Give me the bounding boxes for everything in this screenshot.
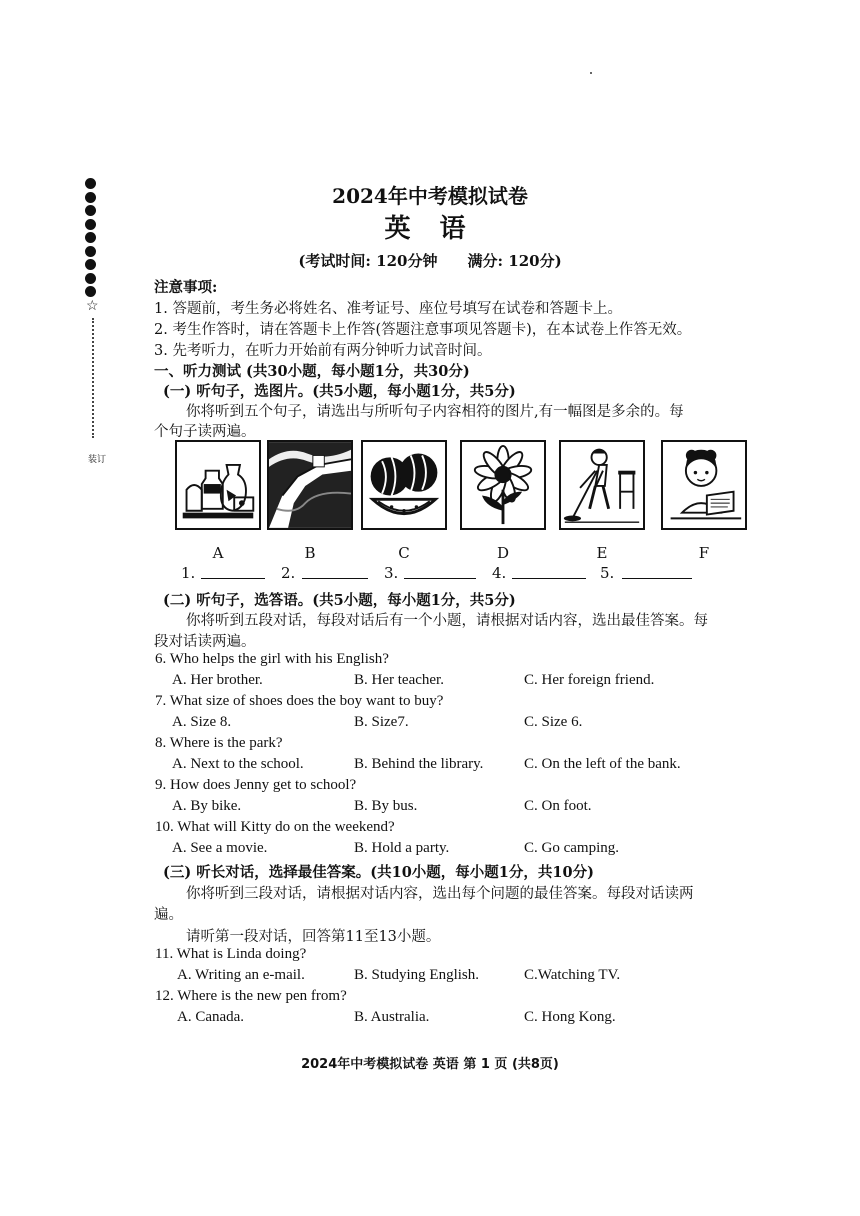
picture-b bbox=[267, 440, 353, 530]
section1-heading: (一) 听句子，选图片。(共5小题，每小题1分，共5分) bbox=[163, 383, 516, 400]
part1-heading: 一、听力测试 (共30小题，每小题1分，共30分) bbox=[154, 363, 470, 380]
picture-a bbox=[175, 440, 261, 530]
exam-info: (考试时间: 120分钟 满分: 120分) bbox=[298, 252, 562, 270]
flower-icon bbox=[462, 442, 544, 528]
notice-heading: 注意事项: bbox=[154, 279, 218, 296]
picture-letter: C bbox=[398, 544, 410, 562]
blank-number: 1. bbox=[181, 564, 196, 582]
question: 6. Who helps the girl with his English? bbox=[155, 651, 389, 667]
section3-heading: (三) 听长对话，选择最佳答案。(共10小题，每小题1分，共10分) bbox=[163, 864, 594, 881]
option-b[interactable]: B. Studying English. bbox=[354, 967, 480, 983]
picture-e bbox=[559, 440, 645, 530]
binding-dotted-line bbox=[92, 318, 94, 438]
option-b[interactable]: B. By bus. bbox=[354, 798, 418, 814]
binding-mark: 装订 bbox=[88, 455, 107, 465]
boy-mopping-icon bbox=[561, 442, 643, 528]
picture-c bbox=[361, 440, 447, 530]
watermelon-icon bbox=[363, 442, 445, 528]
option-a[interactable]: A. Her brother. bbox=[172, 672, 263, 688]
notice-item: 2. 考生作答时，请在答题卡上作答(答题注意事项见答题卡)，在本试卷上作答无效。 bbox=[154, 322, 692, 338]
question: 8. Where is the park? bbox=[155, 735, 283, 751]
blank-number: 2. bbox=[281, 564, 296, 582]
picture-letter: A bbox=[212, 544, 224, 562]
question: 10. What will Kitty do on the weekend? bbox=[155, 819, 395, 835]
section3-instruction: 遍。 bbox=[154, 907, 183, 923]
question: 7. What size of shoes does the boy want to buy? bbox=[155, 693, 444, 709]
option-b[interactable]: B. Her teacher. bbox=[354, 672, 444, 688]
option-a[interactable]: A. Writing an e-mail. bbox=[177, 967, 305, 983]
subject-title: 英 语 bbox=[384, 214, 476, 244]
picture-f bbox=[661, 440, 747, 530]
section1-instruction: 个句子读两遍。 bbox=[154, 424, 256, 440]
question: 9. How does Jenny get to school? bbox=[155, 777, 357, 793]
section1-instruction: 你将听到五个句子，请选出与所听句子内容相符的图片,有一幅图是多余的。每 bbox=[186, 404, 684, 420]
answer-blank[interactable] bbox=[302, 578, 368, 579]
teaware-icon bbox=[177, 442, 259, 528]
option-c[interactable]: C.Watching TV. bbox=[524, 967, 621, 983]
option-b[interactable]: B. Size7. bbox=[354, 714, 409, 730]
option-a[interactable]: A. Size 8. bbox=[172, 714, 232, 730]
section2-instruction: 段对话读两遍。 bbox=[154, 634, 256, 650]
answer-blank[interactable] bbox=[404, 578, 476, 579]
notice-item: 3. 先考听力，在听力开始前有两分钟听力试音时间。 bbox=[154, 343, 492, 359]
question: 11. What is Linda doing? bbox=[155, 946, 307, 962]
answer-blank[interactable] bbox=[201, 578, 265, 579]
notice-item: 1. 答题前，考生务必将姓名、准考证号、座位号填写在试卷和答题卡上。 bbox=[154, 301, 622, 317]
option-c[interactable]: C. Go camping. bbox=[524, 840, 619, 856]
blank-number: 5. bbox=[600, 564, 615, 582]
option-a[interactable]: A. By bike. bbox=[172, 798, 242, 814]
section2-instruction: 你将听到五段对话，每段对话后有一个小题，请根据对话内容，选出最佳答案。每 bbox=[186, 613, 708, 629]
option-b[interactable]: B. Behind the library. bbox=[354, 756, 484, 772]
blank-number: 3. bbox=[384, 564, 399, 582]
option-a[interactable]: A. Next to the school. bbox=[172, 756, 304, 772]
page-title: 2024年中考模拟试卷 bbox=[332, 184, 528, 208]
scan-speck bbox=[590, 72, 592, 74]
section2-heading: (二) 听句子，选答语。(共5小题，每小题1分，共5分) bbox=[163, 592, 516, 609]
answer-blank[interactable] bbox=[512, 578, 586, 579]
picture-letter: B bbox=[304, 544, 316, 562]
option-c[interactable]: C. On foot. bbox=[524, 798, 592, 814]
star-icon: ☆ bbox=[86, 298, 99, 314]
section3-sub-instruction: 请听第一段对话，回答第11至13小题。 bbox=[186, 929, 441, 945]
option-a[interactable]: A. Canada. bbox=[177, 1009, 245, 1025]
section3-instruction: 你将听到三段对话，请根据对话内容，选出每个问题的最佳答案。每段对话读两 bbox=[186, 886, 694, 902]
blank-number: 4. bbox=[492, 564, 507, 582]
page-footer: 2024年中考模拟试卷 英语 第 1 页 (共8页) bbox=[301, 1057, 559, 1072]
option-c[interactable]: C. Size 6. bbox=[524, 714, 583, 730]
answer-blank[interactable] bbox=[622, 578, 692, 579]
option-c[interactable]: C. On the left of the bank. bbox=[524, 756, 681, 772]
picture-letter: E bbox=[596, 544, 608, 562]
picture-letter: D bbox=[496, 544, 510, 562]
girl-reading-icon bbox=[663, 442, 745, 528]
great-wall-icon bbox=[269, 442, 351, 528]
option-b[interactable]: B. Australia. bbox=[354, 1009, 430, 1025]
picture-letter: F bbox=[698, 544, 710, 562]
option-c[interactable]: C. Hong Kong. bbox=[524, 1009, 616, 1025]
option-c[interactable]: C. Her foreign friend. bbox=[524, 672, 655, 688]
question: 12. Where is the new pen from? bbox=[155, 988, 347, 1004]
picture-d bbox=[460, 440, 546, 530]
option-b[interactable]: B. Hold a party. bbox=[354, 840, 450, 856]
option-a[interactable]: A. See a movie. bbox=[172, 840, 268, 856]
